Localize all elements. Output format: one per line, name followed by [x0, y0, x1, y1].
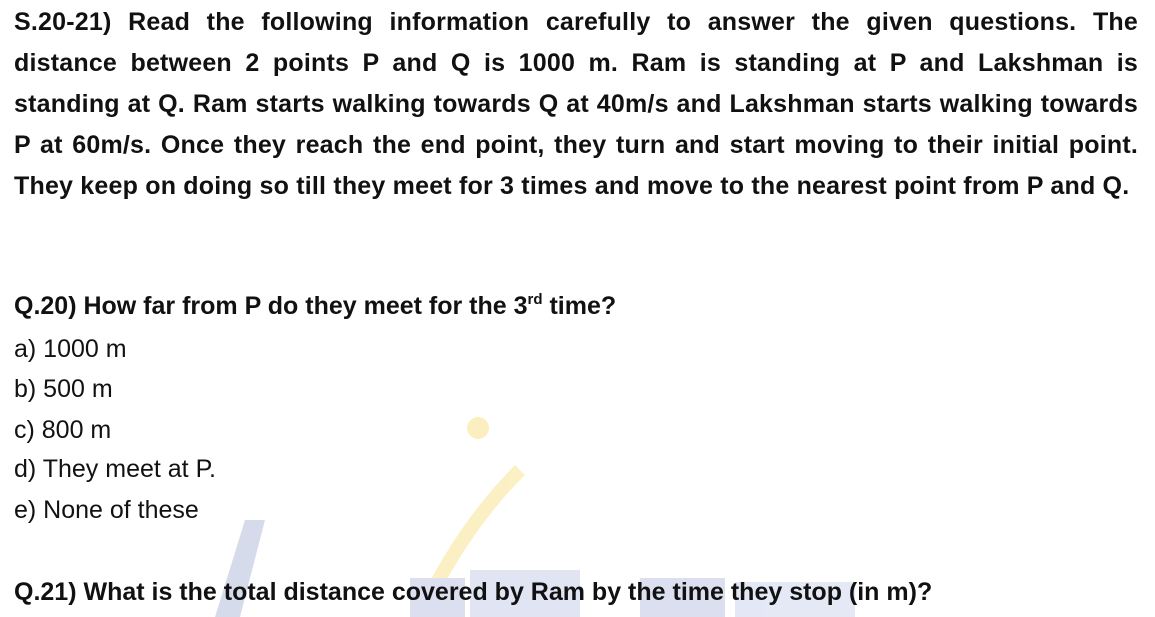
question-20-superscript: rd: [527, 291, 543, 308]
option-a: a) 1000 m: [14, 335, 127, 363]
question-20-prefix: Q.20) How far from P do they meet for the 3: [14, 292, 528, 320]
question-20-heading: [14, 291, 616, 321]
question-20-suffix: time?: [542, 292, 617, 320]
option-c: c) 800 m: [14, 416, 112, 444]
option-e: e) None of these: [14, 496, 199, 524]
option-b: b) 500 m: [14, 375, 113, 403]
option-d: d) They meet at P.: [14, 455, 216, 483]
question-21-heading: Q.21) What is the total distance covered by Ram by the time they stop (in m)?: [14, 578, 933, 606]
passage-text: S.20-21) Read the following information carefully to answer the given questions. The distance between 2 points P and Q is 1000 m. Ram is standing at P and Lakshman is standing at Q. Ram starts walking towards Q at 40m/s and Lakshman starts walking towards P at 60m/s. Once they reach the end point, they turn and start moving to their initial point. They keep on doing so till they meet for 3 times and move to the nearest point from P and Q.: [14, 8, 1138, 200]
